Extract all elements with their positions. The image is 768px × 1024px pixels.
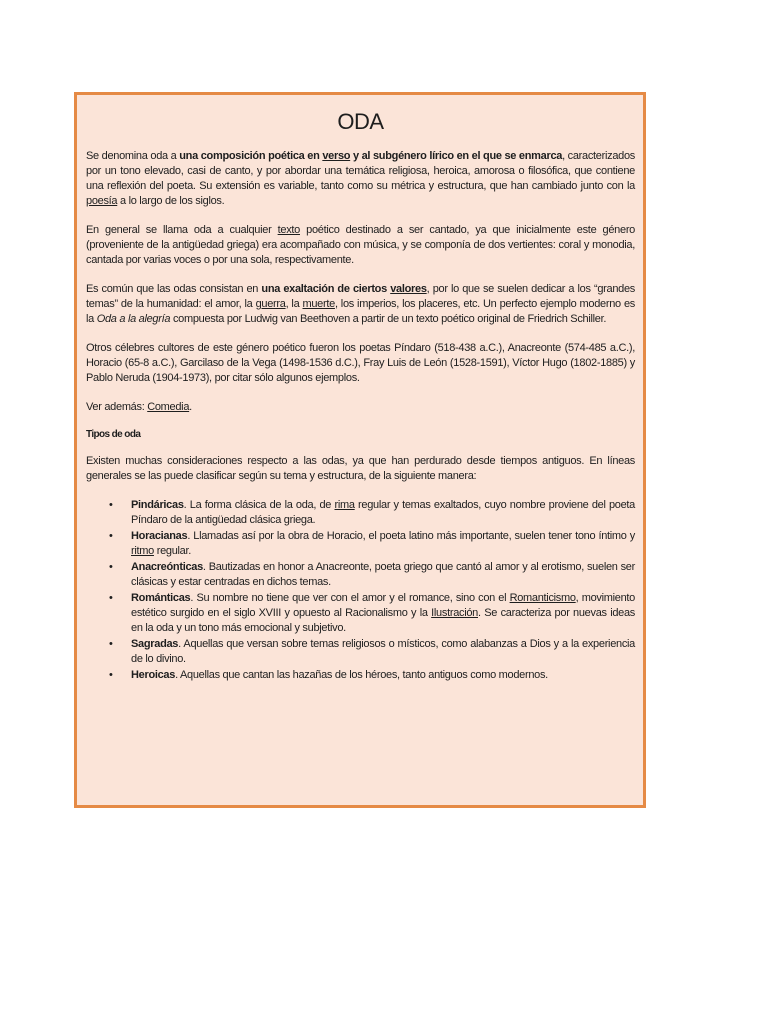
link-ritmo[interactable]: ritmo	[131, 545, 154, 557]
text: , movimiento estético surgido en el siglo XVIII y opuesto al Racionalismo y la	[131, 592, 635, 619]
content-box	[74, 92, 646, 808]
term: Sagradas	[131, 638, 179, 650]
text: , caracterizados por un tono elevado, casi de canto, y por abordar una temática religiosa, heroica, amorosa o filosófica, que contiene una reflexión del poeta. Su extensión es variable, tanto como su métrica y estructura, que han cambiado junto con la	[86, 150, 635, 192]
text: . Aquellas que versan sobre temas religiosos o místicos, como alabanzas a Dios y a la experiencia de lo divino.	[131, 638, 635, 665]
paragraph-definition	[86, 149, 635, 209]
text: , la	[285, 298, 303, 310]
text: . Bautizadas en honor a Anacreonte, poeta griego que cantó al amor y al erotismo, suelen ser clásicas y estar centradas en dichos temas.	[131, 561, 635, 588]
term: Heroicas	[131, 669, 176, 681]
text: compuesta por Ludwig van Beethoven a partir de un texto poético original de Friedrich Schiller.	[170, 313, 607, 325]
text: . Aquellas que cantan las hazañas de los héroes, tanto antiguos como modernos.	[175, 669, 548, 681]
term: Pindáricas	[131, 499, 184, 511]
link-texto[interactable]: texto	[277, 224, 300, 236]
text: Es común que las odas consistan en	[86, 283, 262, 295]
link-romanticismo[interactable]: Romanticismo	[509, 592, 576, 604]
paragraph-general	[86, 223, 635, 268]
text: .	[189, 401, 192, 413]
text: . Llamadas así por la obra de Horacio, el poeta latino más importante, suelen tener tono íntimo y	[187, 530, 635, 542]
text: regular.	[153, 545, 191, 557]
term: Horacianas	[131, 530, 188, 542]
bold-text: una exaltación de ciertos	[261, 283, 391, 295]
text: . Su nombre no tiene que ver con el amor y el romance, sino con el	[190, 592, 510, 604]
list-item	[86, 591, 635, 636]
link-poesia[interactable]: poesía	[86, 195, 118, 207]
link-verso[interactable]: verso	[322, 150, 351, 162]
bullet-icon: •	[109, 561, 113, 573]
text: Ver además:	[86, 401, 148, 413]
link-valores[interactable]: valores	[390, 283, 427, 295]
term: Románticas	[131, 592, 191, 604]
bold-text: una composición poética en	[179, 150, 323, 162]
list-item	[86, 637, 635, 667]
text: En general se llama oda a cualquier	[86, 224, 278, 236]
bullet-icon: •	[109, 530, 113, 542]
italic-title: Oda a la alegría	[96, 313, 171, 325]
paragraph-poets: Otros célebres cultores de este género poético fueron los poetas Píndaro (518-438 a.C.), Anacreonte (574-485 a.C.), Horacio (65-8 a.C.), Garcilaso de la Vega (1498-1536 d.C.), Fray Luis de León (1528-1591), Víctor Hugo (1802-1885) y Pablo Neruda (1904-1973), por citar sólo algunos ejemplos.	[86, 342, 635, 384]
link-comedia[interactable]: Comedia	[147, 401, 190, 413]
link-guerra[interactable]: guerra	[255, 298, 286, 310]
list-item	[86, 560, 635, 590]
bullet-icon: •	[109, 499, 113, 511]
paragraph-themes	[86, 282, 635, 327]
list-item	[86, 498, 635, 528]
link-muerte[interactable]: muerte	[302, 298, 335, 310]
bullet-icon: •	[109, 669, 113, 681]
list-item	[86, 668, 635, 683]
bold-text: y al subgénero lírico en el que se enmarca	[350, 150, 563, 162]
term: Anacreónticas	[131, 561, 203, 573]
page-title: ODA	[337, 109, 384, 134]
section-heading: Tipos de oda	[86, 429, 141, 440]
text: poético destinado a ser cantado, ya que inicialmente este género (proveniente de la antigüedad griega) era acompañado con música, y se componía de dos vertientes: coral y monodia, cantada por varias voces o por una sola, respectivamente.	[86, 224, 636, 266]
bullet-icon: •	[109, 592, 113, 604]
text: Se denomina oda a	[86, 150, 180, 162]
bullet-icon: •	[109, 638, 113, 650]
text: a lo largo de los siglos.	[117, 195, 225, 207]
paragraph-see-also	[86, 400, 635, 415]
text: regular y temas exaltados, cuyo nombre proviene del poeta Píndaro de la antigüedad clásica griega.	[131, 499, 635, 526]
text: , los imperios, los placeres, etc. Un perfecto ejemplo moderno es la	[86, 298, 635, 325]
link-ilustracion[interactable]: Ilustración	[431, 607, 478, 619]
link-rima[interactable]: rima	[334, 499, 355, 511]
paragraph-types-intro: Existen muchas consideraciones respecto a las odas, ya que han perdurado desde tiempos antiguos. En líneas generales se las puede clasificar según su tema y estructura, de la siguiente manera:	[86, 455, 635, 482]
text: . La forma clásica de la oda, de	[183, 499, 335, 511]
list-item	[86, 529, 635, 559]
types-list	[86, 498, 635, 683]
text: . Se caracteriza por nuevas ideas en la oda y un tono más emocional y subjetivo.	[131, 607, 635, 634]
text: , por lo que se suelen dedicar a los “grandes temas” de la humanidad: el amor, la	[86, 283, 635, 310]
